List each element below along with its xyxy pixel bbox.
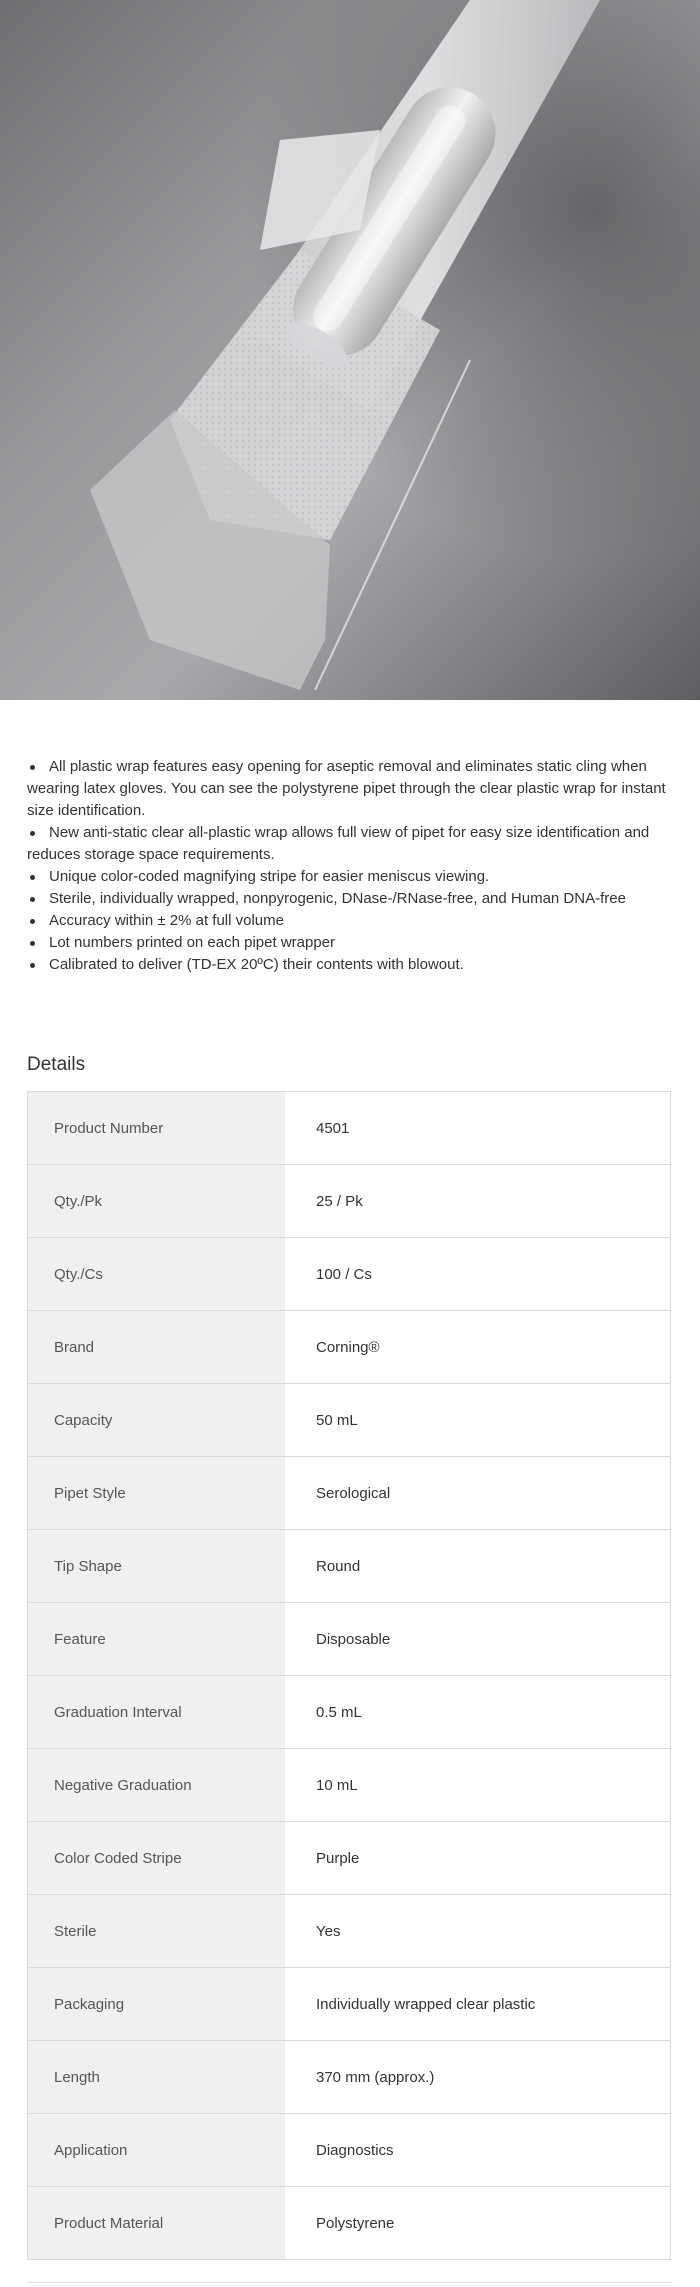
- product-image: [0, 0, 700, 700]
- detail-value: 0.5 mL: [285, 1676, 671, 1749]
- divider: [27, 2282, 673, 2283]
- table-row: [28, 1822, 671, 1895]
- table-row: [28, 1311, 671, 1384]
- detail-label: Product Material: [28, 2187, 286, 2260]
- table-row: [28, 1092, 671, 1165]
- detail-value: Corning®: [285, 1311, 671, 1384]
- feature-item: Calibrated to deliver (TD-EX 20ºC) their contents with blowout.: [27, 954, 673, 976]
- detail-label: Capacity: [28, 1384, 286, 1457]
- feature-item: New anti-static clear all-plastic wrap allows full view of pipet for easy size identification and reduces storage space requirements.: [27, 822, 673, 866]
- detail-value: 25 / Pk: [285, 1165, 671, 1238]
- detail-value: Polystyrene: [285, 2187, 671, 2260]
- details-table: [27, 1091, 671, 2260]
- detail-value: Yes: [285, 1895, 671, 1968]
- table-row: [28, 1165, 671, 1238]
- detail-value: 100 / Cs: [285, 1238, 671, 1311]
- detail-value: Disposable: [285, 1603, 671, 1676]
- table-row: [28, 1384, 671, 1457]
- table-row: [28, 2187, 671, 2260]
- detail-value: 4501: [285, 1092, 671, 1165]
- detail-label: Brand: [28, 1311, 286, 1384]
- feature-item: Unique color-coded magnifying stripe for easier meniscus viewing.: [27, 866, 673, 888]
- table-row: [28, 1457, 671, 1530]
- detail-value: 10 mL: [285, 1749, 671, 1822]
- detail-value: Serological: [285, 1457, 671, 1530]
- detail-label: Tip Shape: [28, 1530, 286, 1603]
- feature-list: [27, 756, 673, 976]
- detail-label: Application: [28, 2114, 286, 2187]
- detail-value: 50 mL: [285, 1384, 671, 1457]
- detail-value: Diagnostics: [285, 2114, 671, 2187]
- detail-label: Qty./Cs: [28, 1238, 286, 1311]
- table-row: [28, 2114, 671, 2187]
- detail-value: Round: [285, 1530, 671, 1603]
- feature-item: Lot numbers printed on each pipet wrapper: [27, 932, 673, 954]
- table-row: [28, 2041, 671, 2114]
- table-row: [28, 1895, 671, 1968]
- details-heading: Details: [27, 1054, 86, 1075]
- detail-label: Graduation Interval: [28, 1676, 286, 1749]
- detail-label: Pipet Style: [28, 1457, 286, 1530]
- detail-label: Packaging: [28, 1968, 286, 2041]
- feature-item: All plastic wrap features easy opening for aseptic removal and eliminates static cling when wearing latex gloves. You can see the polystyrene pipet through the clear plastic wrap for instant size identification.: [27, 756, 673, 822]
- detail-label: Qty./Pk: [28, 1165, 286, 1238]
- detail-value: Purple: [285, 1822, 671, 1895]
- detail-label: Sterile: [28, 1895, 286, 1968]
- detail-value: Individually wrapped clear plastic: [285, 1968, 671, 2041]
- detail-label: Product Number: [28, 1092, 286, 1165]
- table-row: [28, 1968, 671, 2041]
- table-row: [28, 1676, 671, 1749]
- detail-label: Length: [28, 2041, 286, 2114]
- table-row: [28, 1749, 671, 1822]
- table-row: [28, 1530, 671, 1603]
- feature-item: Accuracy within ± 2% at full volume: [27, 910, 673, 932]
- table-row: [28, 1603, 671, 1676]
- detail-label: Color Coded Stripe: [28, 1822, 286, 1895]
- feature-item: Sterile, individually wrapped, nonpyrogenic, DNase-/RNase-free, and Human DNA-free: [27, 888, 673, 910]
- detail-label: Feature: [28, 1603, 286, 1676]
- table-row: [28, 1238, 671, 1311]
- detail-label: Negative Graduation: [28, 1749, 286, 1822]
- detail-value: 370 mm (approx.): [285, 2041, 671, 2114]
